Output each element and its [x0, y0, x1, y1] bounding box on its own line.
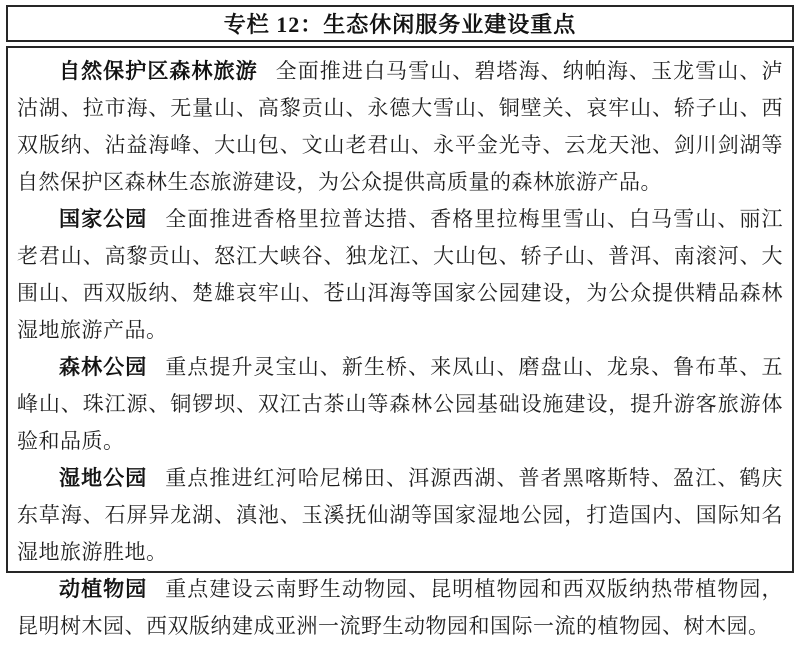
paragraph-text: 重点推进红河哈尼梯田、洱源西湖、普者黑喀斯特、盈江、鹤庆东草海、石屏异龙湖、滇池、玉溪抚仙湖等国家湿地公园，打造国内、国际知名湿地旅游胜地。 [17, 466, 783, 564]
paragraph-forest-park [17, 349, 783, 460]
paragraph-text: 全面推进香格里拉普达措、香格里拉梅里雪山、白马雪山、丽江老君山、高黎贡山、怒江大峡谷、独龙江、大山包、轿子山、普洱、南滚河、大围山、西双版纳、楚雄哀牢山、苍山洱海等国家公园建设，为公众提供精品森林湿地旅游产品。 [17, 207, 783, 342]
paragraph-label: 自然保护区森林旅游 [59, 59, 258, 83]
paragraph-label: 动植物园 [59, 577, 148, 601]
paragraph-label: 森林公园 [59, 355, 148, 379]
paragraph-text: 全面推进白马雪山、碧塔海、纳帕海、玉龙雪山、泸沽湖、拉市海、无量山、高黎贡山、永德大雪山、铜壁关、哀牢山、轿子山、西双版纳、沾益海峰、大山包、文山老君山、永平金光寺、云龙天池、剑川剑湖等自然保护区森林生态旅游建设，为公众提供高质量的森林旅游产品。 [17, 59, 784, 194]
paragraph-zoo-botanical-garden [17, 571, 783, 645]
paragraph-nature-reserve [17, 53, 783, 201]
paragraph-wetland-park [17, 460, 783, 571]
panel-title: 专栏 12：生态休闲服务业建设重点 [223, 12, 577, 37]
paragraph-label: 国家公园 [59, 207, 148, 231]
paragraph-text: 重点提升灵宝山、新生桥、来凤山、磨盘山、龙泉、鲁布革、五峰山、珠江源、铜锣坝、双江古茶山等森林公园基础设施建设，提升游客旅游体验和品质。 [17, 355, 783, 453]
paragraph-label: 湿地公园 [59, 466, 148, 490]
panel-body [6, 46, 794, 638]
panel-title-box [6, 5, 794, 42]
paragraph-national-park [17, 201, 783, 349]
paragraph-text: 重点建设云南野生动物园、昆明植物园和西双版纳热带植物园，昆明树木园、西双版纳建成亚洲一流野生动物园和国际一流的植物园、树木园。 [17, 577, 783, 638]
